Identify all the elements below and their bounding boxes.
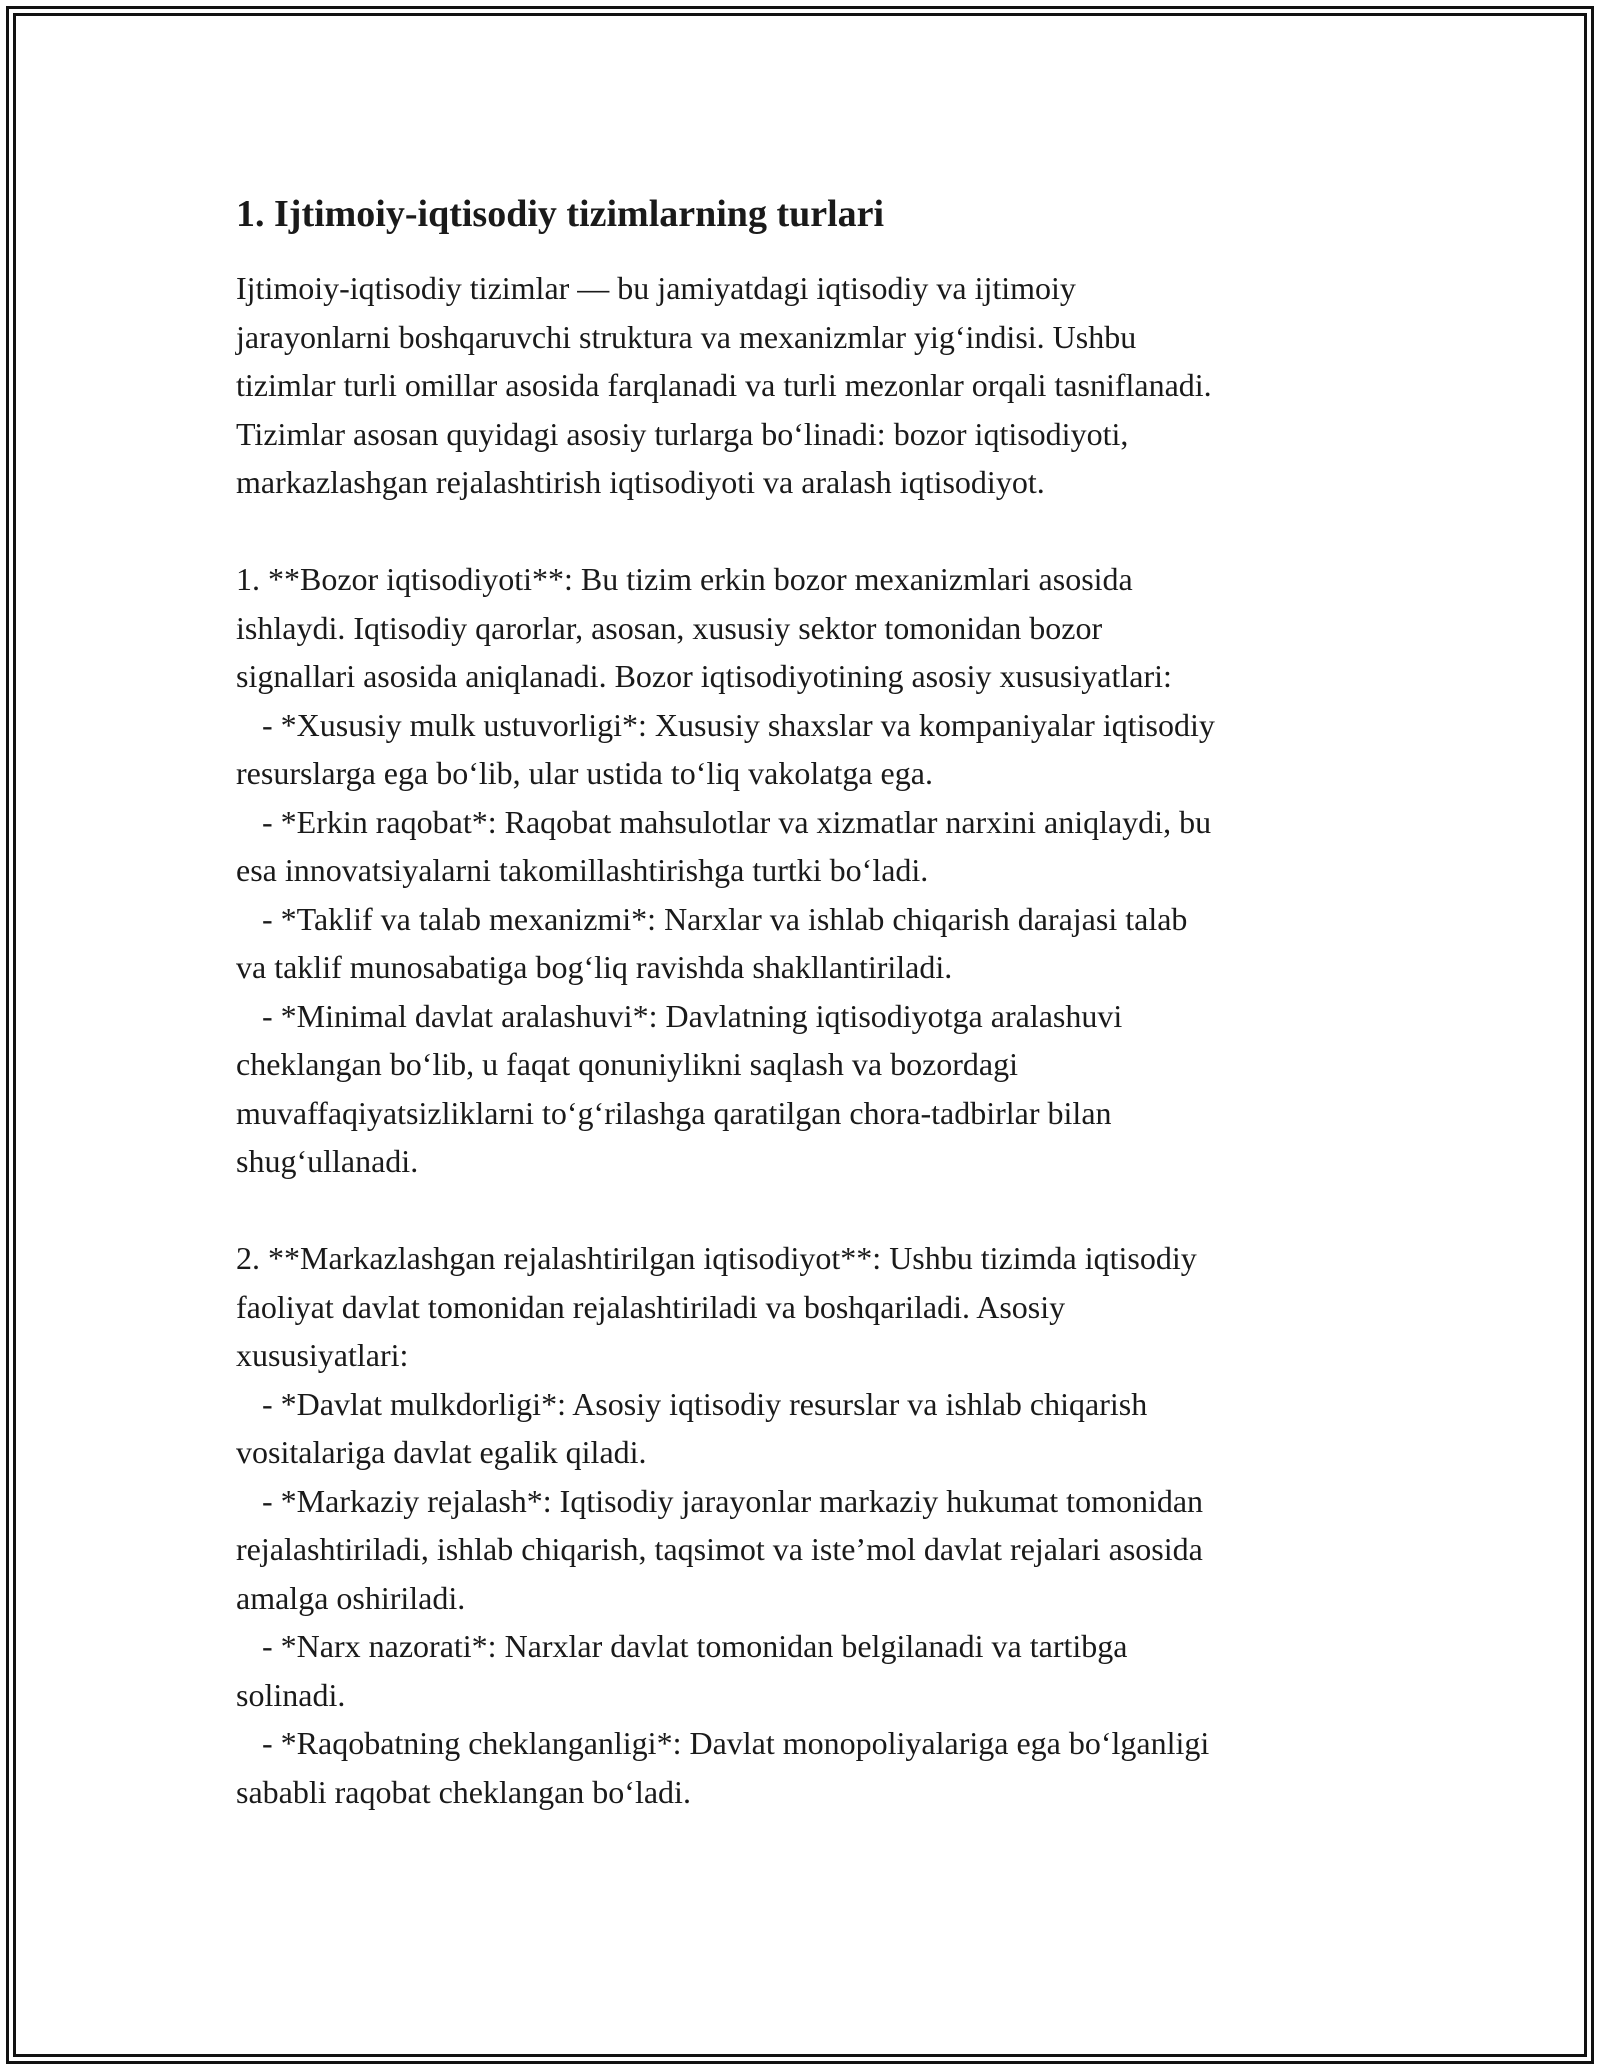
list-item-continuation: esa innovatsiyalarni takomillashtirishga turtki bo‘ladi. [236,852,929,888]
list-item-first-line: - *Taklif va talab mexanizmi*: Narxlar va ishlab chiqarish darajasi talab [262,900,1188,937]
list-item-continuation: cheklangan bo‘lib, u faqat qonuniylikni saqlash va bozordagi [236,1046,1019,1082]
list-item-continuation: sababli raqobat cheklangan bo‘ladi. [236,1773,691,1810]
list-item-continuation: resurslarga ega bo‘lib, ular ustida to‘liq vakolatga ega. [236,755,933,791]
section2-line: xususiyatlari: [236,1337,409,1373]
section-heading: 1. Ijtimoiy-iqtisodiy tizimlarning turlari [236,193,885,235]
list-item-first-line: - *Davlat mulkdorligi*: Asosiy iqtisodiy resurslar va ishlab chiqarish [262,1385,1148,1422]
section1-paragraph [236,555,1366,1186]
list-item-first-line: - *Markaziy rejalash*: Iqtisodiy jarayonlar markaziy hukumat tomonidan [262,1482,1204,1519]
list-item-first-line: - *Raqobatning cheklanganligi*: Davlat monopoliyalariga ega bo‘lganligi [262,1725,1210,1761]
list-item-continuation: muvaffaqiyatsizliklarni to‘g‘rilashga qaratilgan chora-tadbirlar bilan [236,1094,1112,1131]
list-item-first-line: - *Erkin raqobat*: Raqobat mahsulotlar va xizmatlar narxini aniqlaydi, bu [262,803,1212,840]
intro-line: Tizimlar asosan quyidagi asosiy turlarga bo‘linadi: bozor iqtisodiyoti, [236,415,1129,452]
list-item-continuation: amalga oshiriladi. [236,1579,466,1616]
section1-line: signallari asosida aniqlanadi. Bozor iqtisodiyotining asosiy xususiyatlari: [236,658,1172,694]
list-item-continuation: solinadi. [236,1676,346,1713]
list-item-first-line: - *Minimal davlat aralashuvi*: Davlatning iqtisodiyotga aralashuvi [262,997,1123,1034]
document-body [236,188,1366,1816]
list-item-continuation: shug‘ullanadi. [236,1143,419,1179]
section1-line: ishlaydi. Iqtisodiy qarorlar, asosan, xususiy sektor tomonidan bozor [236,609,1103,646]
section1-line: 1. **Bozor iqtisodiyoti**: Bu tizim erkin bozor mexanizmlari asosida [236,561,1133,597]
intro-line: markazlashgan rejalashtirish iqtisodiyoti va aralash iqtisodiyot. [236,464,1045,500]
intro-line: jarayonlarni boshqaruvchi struktura va mexanizmlar yig‘indisi. Ushbu [236,318,1137,355]
intro-line: Ijtimoiy-iqtisodiy tizimlar — bu jamiyatdagi iqtisodiy va ijtimoiy [236,270,1076,306]
list-item-first-line: - *Narx nazorati*: Narxlar davlat tomonidan belgilanadi va tartibga [262,1628,1128,1664]
section2-line: 2. **Markazlashgan rejalashtirilgan iqtisodiyot**: Ushbu tizimda iqtisodiy [236,1240,1197,1276]
paragraph-gap [236,1186,1366,1235]
list-item-continuation: va taklif munosabatiga bog‘liq ravishda shakllantiriladi. [236,949,953,985]
intro-paragraph [236,264,1366,507]
list-item-continuation: vositalariga davlat egalik qiladi. [236,1434,647,1470]
intro-line: tizimlar turli omillar asosida farqlanadi va turli mezonlar orqali tasniflanadi. [236,367,1212,403]
section2-paragraph [236,1234,1366,1816]
paragraph-gap [236,507,1366,556]
list-item-first-line: - *Xususiy mulk ustuvorligi*: Xususiy shaxslar va kompaniyalar iqtisodiy [262,706,1215,743]
list-item-continuation: rejalashtiriladi, ishlab chiqarish, taqsimot va iste’mol davlat rejalari asosida [236,1531,1203,1567]
section2-line: faoliyat davlat tomonidan rejalashtiriladi va boshqariladi. Asosiy [236,1288,1066,1325]
